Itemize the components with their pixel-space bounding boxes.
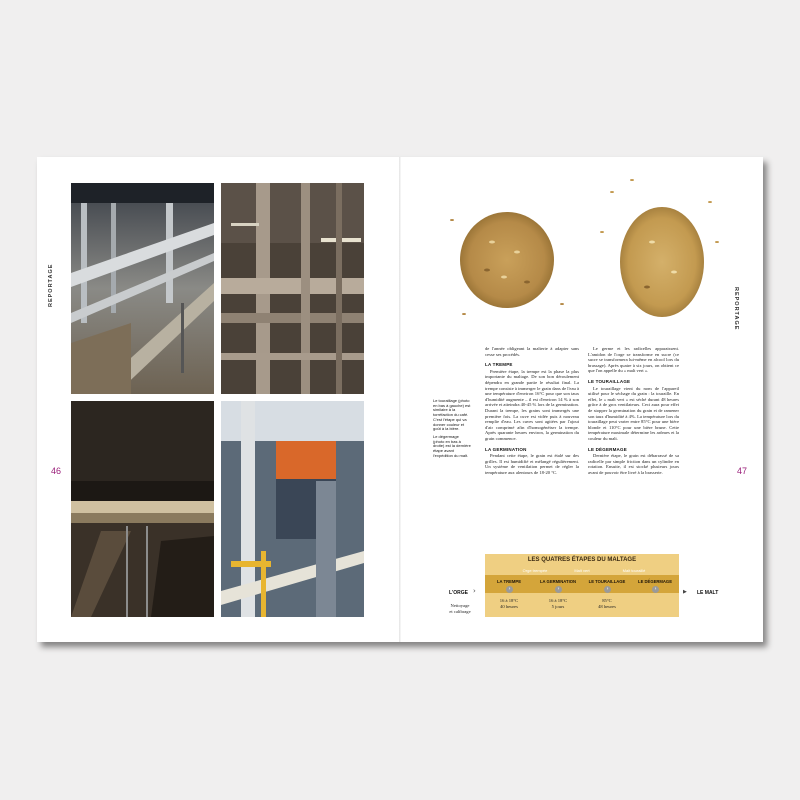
start-sub-line1: Nettoyage (450, 603, 470, 608)
heading-la-germination: LA GERMINATION (485, 446, 527, 452)
start-sub-line2: et calibrage (449, 608, 471, 614)
photo-degerming-equipment (221, 401, 364, 617)
text-column-1 (485, 346, 579, 475)
steps-band (485, 575, 679, 593)
text-le-degermage: Dernière étape, le grain est débarrassé de sa radicelle par simple friction dans un cylindre en rotation. Ensuite, il est stocké plusieurs jours avant de pouvoir être livré à la brasserie. (588, 453, 679, 475)
end-pointer-icon: ▶ (683, 589, 687, 595)
step-germination-values (533, 598, 583, 609)
step-trempe-values (485, 598, 533, 609)
germination-temperature: 16 à 18°C (548, 598, 568, 603)
text-la-trempe: Première étape, la trempe est la phase la plus importante du maltage. De son bon déroulement dépendra en grande partie le résultat final. La trempe consiste à immerger le grain dans de l'eau à une température d'environ 16°C pour que son taux d'humidité augmente – il est d'environ 14 % à son arrivée et atteindra 40-45 % lors de la germination. Durant la trempe, les grains sont immergés une première fois. La cuve est vidée puis à nouveau remplie d'eau. Les cuves sont agitées par l'ajout d'air comprimé afin d'homogénéiser la trempe. Après quarante heures environ, la germination du grain commence. (485, 368, 579, 441)
step-la-germination: LA GERMINATION (539, 579, 577, 584)
diagram-start-sub (439, 603, 481, 614)
stage-label-malt-touraille: Malt touraillé (622, 568, 646, 573)
touraillage-temperature: 85°C (602, 598, 612, 603)
diagram-title: LES QUATRES ÉTAPES DU MALTAGE (527, 557, 637, 563)
caption-touraillage: Le touraillage (photo en bas à gauche) est similaire à la torréfaction du café. C'est l'étape qui va donner couleur et goût à la bière. (433, 398, 471, 432)
magazine-spread (37, 157, 763, 642)
section-label-left: REPORTAGE (48, 263, 54, 307)
step-touraillage-values (583, 598, 631, 609)
step-le-touraillage: LE TOURAILLAGE (588, 579, 626, 584)
text-le-touraillage: Le touraillage vient du nom de l'appareil utilisé pour le séchage du grain : la touraille. En effet, le « malt vert » est séché durant 48 heures grâce à de gros ventilateurs. Ceci aura pour effet de stopper la germination du grain et de ramener son taux d'humidité à 4%. La température lors du touraillage peut varier entre 85°C pour une bière blonde et 110°C pour une bière brune. Cette température maximale détermine les arômes et la couleur du malt. (588, 385, 679, 441)
stage-label-orge-trempee: Orge trempée (522, 568, 548, 573)
start-pointer-icon: › (473, 587, 476, 595)
column2-intro: Le germe et les radicelles apparaissent. L'amidon de l'orge se transforme en sucre (ce sucre se transformera lui-même en alcool lors du brassage). Après quatre à six jours, on obtient ce que l'on appelle du « malt vert ». (588, 346, 679, 374)
chevron-right-icon: › (555, 586, 562, 593)
photo-malting-hall-conveyor (71, 183, 214, 394)
page-number-left: 46 (51, 466, 62, 476)
caption-degermage: Le dégermage (photo en bas à droite) est la dernière étape avant l'expédition du malt. (433, 433, 471, 458)
text-la-germination: Pendant cette étape, le grain est étalé sur des grilles. Il est humidifié et mélangé régulièrement. Un système de ventilation permet de régler la température aux alentours de 18-20 °C. (485, 453, 579, 475)
photo-barley-grains (442, 192, 572, 327)
step-la-trempe: LA TREMPE (496, 579, 522, 584)
heading-le-degermage: LE DÉGERMAGE (588, 446, 627, 452)
trempe-duration: 40 heures (500, 603, 518, 609)
diagram-end-label: LE MALT (697, 590, 719, 596)
column1-intro: de l'année obligeant la malterie à adapter sans cesse ses procédés. (485, 346, 579, 357)
diagram-start-label: L'ORGE (449, 590, 468, 596)
photo-caption (433, 399, 471, 461)
malting-steps-diagram (485, 554, 679, 617)
photo-malt-grains (592, 172, 727, 327)
spine-gutter (399, 157, 401, 642)
heading-la-trempe: LA TREMPE (485, 362, 513, 368)
chevron-right-icon: › (506, 586, 513, 593)
heading-le-touraillage: LE TOURAILLAGE (588, 378, 631, 384)
text-column-2 (588, 346, 679, 475)
photo-pipes-machinery (221, 183, 364, 394)
section-label-right: REPORTAGE (733, 287, 739, 331)
step-le-degermage: LE DÉGERMAGE (638, 579, 672, 584)
stage-label-malt-vert: Malt vert (574, 568, 590, 573)
page-number-right: 47 (737, 466, 748, 476)
chevron-right-icon: › (652, 586, 659, 593)
chevron-right-icon: › (604, 586, 611, 593)
touraillage-duration: 48 heures (598, 603, 616, 609)
trempe-temperature: 16 à 18°C (499, 598, 519, 603)
germination-duration: 5 jours (551, 603, 565, 609)
photo-kiln-touraillage (71, 401, 214, 617)
